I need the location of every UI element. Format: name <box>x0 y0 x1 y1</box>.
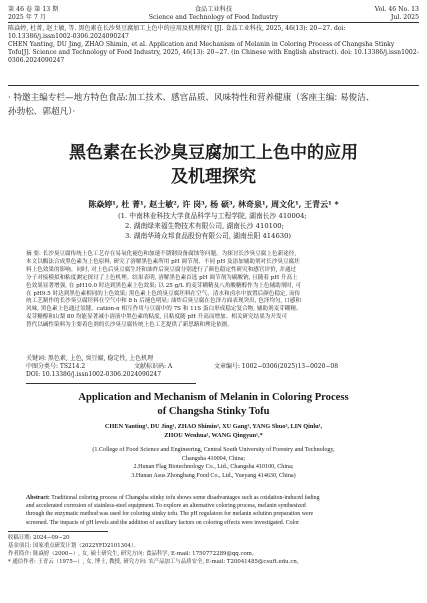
abstract-line: 本文以酶法合成黑色素为上色原料, 研究了溶解黑色素所用 pH 调节剂、不同 pH 及添加辅助剂对长沙臭豆腐坯 <box>26 258 300 265</box>
affiliation-line: 3. 湖南华琦众邦食品股份有限公司, 湖南岳阳 414630) <box>125 231 292 240</box>
article-title-en: Application and Mechanism of Melanin in Coloring Process of Changsha Stinky Tofu <box>78 392 349 417</box>
citation-block <box>8 25 419 65</box>
abstract-line: through the enzymatic method was used for coloring stinky tofu. The pH regulators for melanin solution preparation were <box>26 511 314 518</box>
abstract-line: 替代以碱性染料为主要着色剂的长沙臭豆腐传统上色工艺提供了新思路和理论依据。 <box>26 322 233 329</box>
special-issue-banner: · 特邀主编专栏—地方特色食品:加工技术、感官品质、风味特性和营养健康（客座主编: 易俊洁、 孙勃松、郭超凡）· <box>8 93 375 117</box>
footnote-received: 收稿日期: 2024−09−20 <box>8 535 70 541</box>
header-volume-issue: 第 46 卷 第 13 期 2025 年 7 月 <box>8 6 59 21</box>
section-divider <box>26 383 196 384</box>
abstract-line: 统工艺制作的长沙臭豆腐坯料在空气中和 8 h 后褪色明显; 油炸后臭豆腐在色泽方面表现突出, 色泽均匀, 口感和 <box>26 298 301 305</box>
affiliation-line: Changsha 410004, China; <box>181 455 246 462</box>
citation-en-line: CHEN Yanting, DU Jing, ZHAO Shimin, et al. Application and Mechanism of Melanin in Coloring Process of Changsha Stinky <box>8 41 395 48</box>
article-title-cn: 黑色素在长沙臭豆腐加工上色中的应用 及机理探究 <box>69 143 358 187</box>
authors-cn: 陈焱婷¹, 杜 菁¹, 赵士敏², 许 岗³, 杨 硕³, 林奇泉¹, 周文化¹, 王青云¹ * <box>88 199 339 209</box>
footnote-divider <box>8 531 108 532</box>
clc-number: 中图分类号: TS214.2 <box>26 363 86 370</box>
article-number: 文章编号: 1002−0306(2025)13−0020−08 <box>214 363 339 370</box>
citation-cn-line: 10.13386/j.issn1002-0306.2024090247 <box>8 33 129 40</box>
authors-en: CHEN Yanting¹, DU Jing¹, ZHAO Shimin², XU Gang³, YANG Shuo³, LIN Qinlu¹, ZHOU Wenhua¹, WANG Qingyun¹,* <box>104 423 323 439</box>
abstract-line: 风味, 黑色素上色通过氢键、cation-π 相互作用与豆腐中的 7S 和 11S 蛋白形成稳定复合物, 辅助剂麦芽糊精、 <box>26 306 302 313</box>
footnotes <box>8 534 419 566</box>
affiliation-line: 2. 湖南绿来福生物技术有限公司, 湖南长沙 410100; <box>125 221 284 230</box>
doi-cn: DOI: 10.13386/j.issn1002-0306.2024090247 <box>26 371 162 378</box>
abstract-en: Abstract: Traditional coloring process of Changsha stinky tofu shows some disadvantages such as oxidation-induced fading and accelerated corrosion of stainless-steel equipment. To explore an alternative coloring process, melanin synthesized through the enzymatic method was used for coloring stinky tofu. The pH regulators for melanin solution preparation were screened. The impacts of pH levels and the addition of auxiliary factors on coloring effects were investigated. Color <box>26 494 401 527</box>
citation-divider <box>8 85 419 86</box>
affiliations-en <box>0 446 427 481</box>
classification-row <box>26 363 401 371</box>
citation-cn-line: 陈焱婷, 杜菁, 赵士敏, 等. 黑色素在长沙臭豆腐加工上色中的应用及机理探究 [J]. 食品工业科技, 2025, 46(13): 20−27. doi: <box>8 25 346 32</box>
citation-en-line: Tofu[J]. Science and Technology of Food Industry, 2025, 46(13): 20−27. (in Chinese with English abstract). doi: 10.13386/j.issn1002- <box>8 49 419 56</box>
abstract-line: 麦芽糖醇和山梨 80 均能显著减小溶液中黑色素的粘度, 且粘度随 pH 升高而增加。相关研究结果为开发可 <box>26 314 288 321</box>
affiliation-line: (1.College of Food Science and Engineering, Central South University of Forestry and Technology, <box>92 447 335 453</box>
abstract-line: 分子对接模拟和粘度测定探讨了上色机理。结果表明, 溶解黑色素首选 pH 调节剂为碳酸钠, 且随着 pH 升高上 <box>26 274 298 281</box>
affiliations-cn <box>118 212 417 241</box>
abstract-cn <box>26 251 401 330</box>
affiliation-line: 2.Hunan Flag Biotechnology Co., Ltd., Changsha 410100, China; <box>133 464 294 471</box>
footnote-funding: 基金项目: 国家重点研发计划（2022YFD2101304）。 <box>8 543 140 549</box>
document-code: 文献标识码: A <box>134 363 173 370</box>
footnote-author: 作者简介: 陈焱婷（2000−）, 女, 硕士研究生, 研究方向: 食品科学, E-mail: 1750772289@qq.com。 <box>8 551 258 557</box>
header-divider <box>8 22 419 23</box>
citation-en-line: 0306.2024090247 <box>8 57 65 64</box>
affiliation-line: (1. 中南林业科技大学食品科学与工程学院, 湖南长沙 410004; <box>118 212 307 220</box>
abstract-line: and accelerated corrosion of stainless-steel equipment. To explore an alternative coloring process, melanin synthesized <box>26 503 306 510</box>
abstract-line: 摘 要: 长沙臭豆腐传统上色工艺存在易氧化褪色和加速不锈钢设备腐蚀等问题。为探讨长沙臭豆腐上色新途径, <box>26 251 297 257</box>
footnote-correspondence: * 通信作者: 王青云（1975−）, 女, 博士, 教授, 研究方向: 农产品加工与品质安全, E-mail: T20041485@csuft.edu.cn。 <box>8 559 303 565</box>
header-journal-name: 食品工业科技 Science and Technology of Food Industry <box>148 6 279 21</box>
abstract-line: screened. The impacts of pH levels and the addition of auxiliary factors on coloring effects were investigated. Color <box>26 519 300 526</box>
header-volume-issue-en: Vol. 46 No. 13 Jul. 2025 <box>374 6 419 21</box>
abstract-line: 色效果显著增强, 在 pH10.0 时达到黑色素上色效果; 以 25 g/L 的麦芽糊精及八角酸糖醇作为上色辅助剂时, 可 <box>26 282 302 289</box>
keywords-cn: 关键词: 黑色素, 上色, 臭豆腐, 稳定性, 上色机理 <box>26 355 154 362</box>
affiliation-line: 3.Hunan Asus Zhongbang Food Co., Ltd., Yueyang 414630, China) <box>131 473 296 480</box>
abstract-line: 料上色效果的影响。同时, 对上色后臭豆腐生坯和油炸后臭豆腐分别进行了颜色稳定性研究和感官评价, 并通过 <box>26 266 297 273</box>
abstract-label: Abstract: <box>26 495 50 501</box>
abstract-line: 在 pH9.5 时达到黑色素相同的上色效果; 黑色素上色的臭豆腐坯料在空气、清水和卤水中放置后颜色稳定, 而传 <box>26 290 301 297</box>
